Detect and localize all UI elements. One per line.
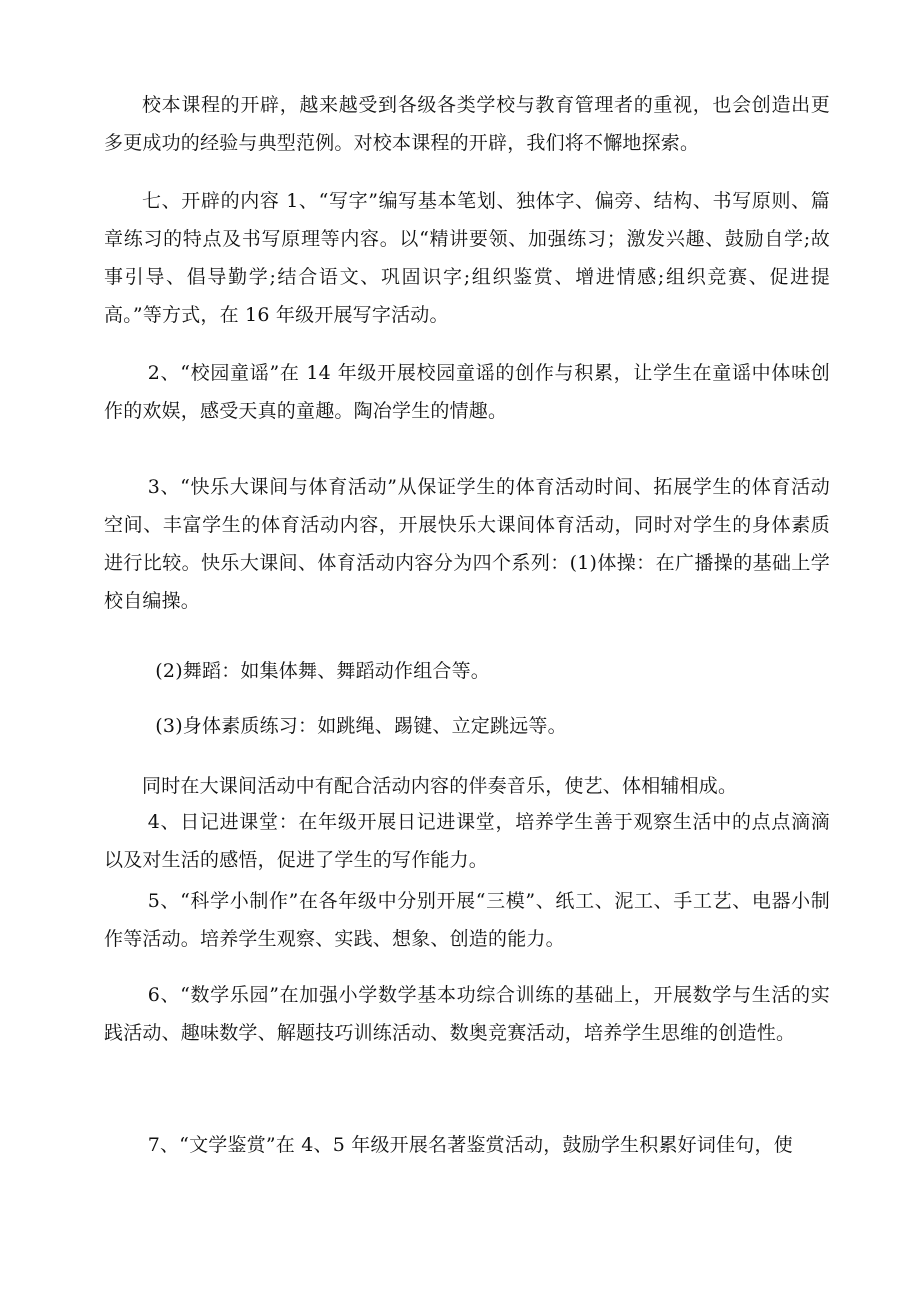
paragraph-campus-rhymes: 2、“校园童谣”在 14 年级开展校园童谣的创作与积累，让学生在童谣中体味创作的欢娱，感受天真的童趣。陶冶学生的情趣。 — [104, 362, 830, 422]
paragraph-literary-appreciation: 7、“文学鉴赏”在 4、5 年级开展名著鉴赏活动，鼓励学生积累好词佳句，使 — [147, 1134, 793, 1156]
paragraph-school-curriculum-intro: 校本课程的开辟，越来越受到各级各类学校与教育管理者的重视，也会创造出更多更成功的经验与典型范例。对校本课程的开辟，我们将不懈地探索。 — [104, 94, 830, 154]
paragraph-happy-recess-sports: 3、“快乐大课间与体育活动”从保证学生的体育活动时间、拓展学生的体育活动空间、丰富学生的体育活动内容，开展快乐大课间体育活动，同时对学生的身体素质进行比较。快乐大课间、体育活动内容分为四个系列：(1)体操：在广播操的基础上学校自编操。 — [104, 476, 830, 612]
paragraph-physical-fitness: (3)身体素质练习：如跳绳、踢键、立定跳远等。 — [155, 715, 567, 737]
paragraph-dance: (2)舞蹈：如集体舞、舞蹈动作组合等。 — [155, 660, 491, 682]
paragraph-math-garden: 6、“数学乐园”在加强小学数学基本功综合训练的基础上，开展数学与生活的实践活动、趣味数学、解题技巧训练活动、数奥竞赛活动，培养学生思维的创造性。 — [104, 984, 830, 1044]
paragraph-development-content-writing: 七、开辟的内容 1、“写字”编写基本笔划、独体字、偏旁、结构、书写原则、篇章练习的特点及书写原理等内容。以“精讲要领、加强练习；激发兴趣、鼓励自学;故事引导、倡导勤学;结合语文、巩固识字;组织鉴赏、增进情感;组织竞赛、促进提高。”等方式，在 16 年级开展写字活动。 — [104, 190, 830, 326]
paragraph-diary-in-class: 4、日记进课堂：在年级开展日记进课堂，培养学生善于观察生活中的点点滴滴以及对生活的感悟，促进了学生的写作能力。 — [104, 811, 830, 871]
paragraph-science-crafts: 5、“科学小制作”在各年级中分别开展“三模”、纸工、泥工、手工艺、电器小制作等活动。培养学生观察、实践、想象、创造的能力。 — [104, 890, 830, 950]
paragraph-accompaniment-music: 同时在大课间活动中有配合活动内容的伴奏音乐，使艺、体相辅相成。 — [142, 775, 738, 797]
